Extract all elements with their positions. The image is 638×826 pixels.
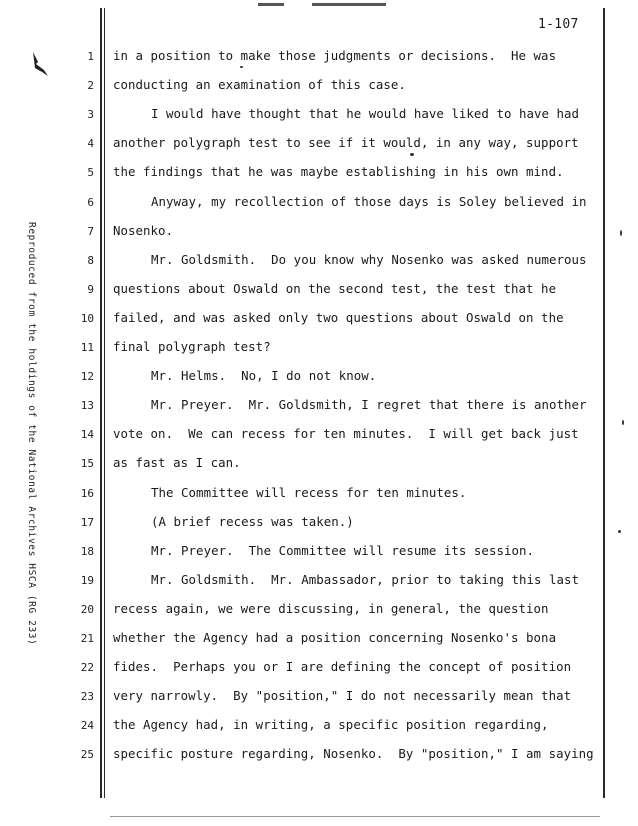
archive-stamp: Reproduced from the holdings of the National Archives HSCA (RG 233) xyxy=(26,222,37,646)
line-number: 7 xyxy=(87,225,94,238)
top-scan-mark xyxy=(258,3,284,6)
line-number: 24 xyxy=(80,719,94,732)
transcript-line: The Committee will recess for ten minutes. xyxy=(151,485,467,500)
transcript-line: fides. Perhaps you or I are defining the concept of position xyxy=(113,659,572,674)
transcript-line: final polygraph test? xyxy=(113,339,271,354)
scan-speck xyxy=(618,530,621,533)
line-number: 8 xyxy=(87,254,94,267)
transcript-line: the Agency had, in writing, a specific position regarding, xyxy=(113,717,549,732)
transcript-line: vote on. We can recess for ten minutes. I will get back just xyxy=(113,426,579,441)
transcript-line: questions about Oswald on the second test, the test that he xyxy=(113,281,557,296)
transcript-line: specific posture regarding, Nosenko. By "position," I am saying xyxy=(113,746,594,761)
transcript-line: I would have thought that he would have liked to have had xyxy=(151,106,580,121)
line-number: 3 xyxy=(87,108,94,121)
line-number: 23 xyxy=(80,690,94,703)
line-number: 15 xyxy=(80,457,94,470)
line-number: 22 xyxy=(80,661,94,674)
right-margin-rule xyxy=(603,8,605,798)
line-number: 11 xyxy=(80,341,94,354)
line-number: 2 xyxy=(87,79,94,92)
line-number: 1 xyxy=(87,50,94,63)
scan-speck xyxy=(240,66,243,68)
transcript-line: very narrowly. By "position," I do not necessarily mean that xyxy=(113,688,572,703)
line-number: 19 xyxy=(80,574,94,587)
transcript-line: Nosenko. xyxy=(113,223,174,238)
transcript-line: another polygraph test to see if it would, in any way, support xyxy=(113,135,579,150)
transcript-line: Anyway, my recollection of those days is Soley believed in xyxy=(151,194,587,209)
line-number: 21 xyxy=(80,632,94,645)
line-number: 13 xyxy=(80,399,94,412)
line-number: 9 xyxy=(87,283,94,296)
top-scan-mark xyxy=(312,3,386,6)
transcript-line: recess again, we were discussing, in general, the question xyxy=(113,601,549,616)
transcript-line: as fast as I can. xyxy=(113,455,241,470)
transcript-line: Mr. Goldsmith. Do you know why Nosenko was asked numerous xyxy=(151,252,587,267)
line-number: 25 xyxy=(80,748,94,761)
transcript-line: failed, and was asked only two questions about Oswald on the xyxy=(113,310,564,325)
line-number: 18 xyxy=(80,545,94,558)
line-number: 12 xyxy=(80,370,94,383)
line-number: 10 xyxy=(80,312,94,325)
bottom-edge xyxy=(110,816,600,817)
transcript-line: Mr. Preyer. The Committee will resume its session. xyxy=(151,543,534,558)
page-number: 1-107 xyxy=(538,17,579,32)
line-number: 14 xyxy=(80,428,94,441)
transcript-line: Mr. Helms. No, I do not know. xyxy=(151,368,377,383)
scan-speck xyxy=(620,230,622,236)
transcript-line: in a position to make those judgments or decisions. He was xyxy=(113,48,557,63)
scan-blot-icon xyxy=(30,50,52,78)
line-number: 16 xyxy=(80,487,94,500)
transcript-line: whether the Agency had a position concerning Nosenko's bona xyxy=(113,630,557,645)
line-number: 6 xyxy=(87,196,94,209)
transcript-line: Mr. Goldsmith. Mr. Ambassador, prior to taking this last xyxy=(151,572,580,587)
line-number: 20 xyxy=(80,603,94,616)
transcript-line: Mr. Preyer. Mr. Goldsmith, I regret that there is another xyxy=(151,397,587,412)
left-margin-rule xyxy=(100,8,102,798)
transcript-line: (A brief recess was taken.) xyxy=(151,514,354,529)
scan-speck xyxy=(410,153,414,156)
line-number: 5 xyxy=(87,166,94,179)
line-number: 17 xyxy=(80,516,94,529)
scan-speck xyxy=(622,420,624,425)
left-margin-rule-inner xyxy=(104,8,105,798)
transcript-line: conducting an examination of this case. xyxy=(113,77,406,92)
transcript-line: the findings that he was maybe establishing in his own mind. xyxy=(113,164,564,179)
line-number: 4 xyxy=(87,137,94,150)
